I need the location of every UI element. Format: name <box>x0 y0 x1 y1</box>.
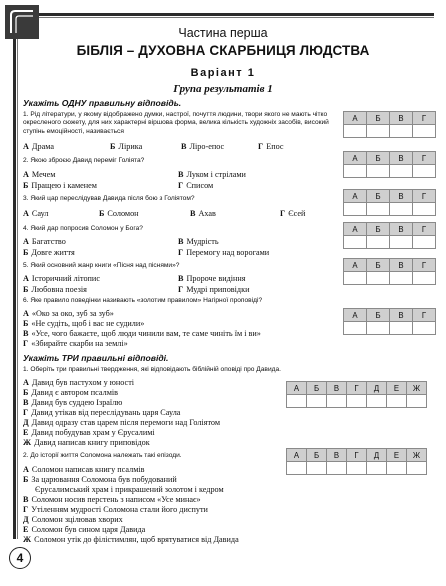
option: Е Давид побудував храм у Єрусалимі <box>23 428 155 437</box>
option: Б Пращею і каменем <box>23 181 97 190</box>
option: Г Епос <box>258 142 284 151</box>
option: А Драма <box>23 142 54 151</box>
answer-cell[interactable] <box>367 462 387 475</box>
answer-cell[interactable] <box>407 462 427 475</box>
option: Ж Соломон утік до філістимлян, щоб врятуватися від Давида <box>23 535 239 544</box>
answer-letter: Г <box>413 223 436 236</box>
answer-grid <box>343 258 436 285</box>
part-heading: Частина перша <box>178 26 268 40</box>
option: В Ліро-епос <box>181 142 225 151</box>
answer-cell[interactable] <box>413 236 436 249</box>
answer-letter: Г <box>413 259 436 272</box>
question-text: 6. Яке правило поведінки називають «золотим правилом» Нагірної проповіді? <box>23 297 263 304</box>
answer-cell[interactable] <box>287 462 307 475</box>
option: Е Соломон був сином царя Давида <box>23 525 146 534</box>
answer-letter: В <box>390 190 413 203</box>
option: А Історичний літопис <box>23 274 100 283</box>
answer-cell[interactable] <box>413 322 436 335</box>
question-text: 5. Який основний жанр книги «Пісня над піснями»? <box>23 262 180 269</box>
answer-letter: В <box>327 382 347 395</box>
answer-letter: А <box>344 152 367 165</box>
question-text: 2. До історії життя Соломона належать такі епізоди. <box>23 452 182 459</box>
answer-letter: Б <box>367 309 390 322</box>
option: А Мечем <box>23 170 56 179</box>
option: Б «Не судіть, щоб і вас не судили» <box>23 319 145 328</box>
answer-letter: В <box>390 309 413 322</box>
answer-cell[interactable] <box>367 125 390 138</box>
answer-letter: А <box>344 223 367 236</box>
section-instruction: Укажіть ТРИ правильні відповіді. <box>23 353 169 363</box>
answer-letter: А <box>344 190 367 203</box>
answer-cell[interactable] <box>327 462 347 475</box>
answer-letter: Б <box>367 112 390 125</box>
section-instruction: Укажіть ОДНУ правильну відповідь. <box>23 98 182 108</box>
answer-cell[interactable] <box>413 203 436 216</box>
answer-cell[interactable] <box>344 125 367 138</box>
answer-cell[interactable] <box>344 236 367 249</box>
answer-cell[interactable] <box>287 395 307 408</box>
answer-cell[interactable] <box>390 272 413 285</box>
answer-cell[interactable] <box>344 322 367 335</box>
answer-cell[interactable] <box>367 203 390 216</box>
answer-letter: А <box>344 309 367 322</box>
answer-cell[interactable] <box>407 395 427 408</box>
answer-letter: Г <box>413 190 436 203</box>
answer-cell[interactable] <box>413 272 436 285</box>
option: Б Довге життя <box>23 248 75 257</box>
answer-letter: Г <box>413 309 436 322</box>
answer-cell[interactable] <box>327 395 347 408</box>
answer-cell[interactable] <box>344 272 367 285</box>
question-text: 2. Якою зброєю Давид переміг Голіята? <box>23 157 145 164</box>
page-number: 4 <box>9 547 31 569</box>
answer-letter: Г <box>413 112 436 125</box>
option: В Пророче видіння <box>178 274 246 283</box>
option: Б Лірика <box>110 142 143 151</box>
left-border-thin <box>17 39 18 539</box>
answer-letter: Е <box>387 382 407 395</box>
answer-grid <box>343 189 436 216</box>
answer-letter: Б <box>367 259 390 272</box>
answer-grid <box>343 151 436 178</box>
answer-letter: В <box>390 223 413 236</box>
option: А Соломон написав книгу псалмів <box>23 465 145 474</box>
answer-letter: Д <box>367 382 387 395</box>
answer-cell[interactable] <box>390 203 413 216</box>
question-text: 3. Який цар переслідував Давида після бою з Голіятом? <box>23 195 195 202</box>
question-text: 1. Оберіть три правильні твердження, які відповідають біблійній оповіді про Давида. <box>23 366 281 373</box>
answer-letter: Г <box>413 152 436 165</box>
answer-letter: Г <box>347 449 367 462</box>
option: В Ахав <box>190 209 216 218</box>
question-text: 1. Рід літератури, у якому відображено думки, настрої, почуття людини, твори якого не мають чітко окресленого сюжету, для них характерні віршова форма, велика кількість художніх засобів, високий ступінь емоційності, називається <box>23 111 329 135</box>
option: Г Давид утікав від переслідувань царя Саула <box>23 408 181 417</box>
answer-cell[interactable] <box>413 125 436 138</box>
answer-letter: Б <box>367 152 390 165</box>
answer-letter: В <box>327 449 347 462</box>
answer-grid <box>343 222 436 249</box>
answer-letter: В <box>390 259 413 272</box>
option: В Давид був суддею Ізраїлю <box>23 398 123 407</box>
answer-cell[interactable] <box>387 395 407 408</box>
answer-letter: А <box>287 382 307 395</box>
option: Ж Давид написав книгу приповідок <box>23 438 150 447</box>
option: В Луком і стрілами <box>178 170 246 179</box>
answer-letter: Б <box>367 190 390 203</box>
answer-cell[interactable] <box>367 165 390 178</box>
answer-cell[interactable] <box>347 395 367 408</box>
variant-heading: Варіант 1 <box>190 67 256 79</box>
answer-letter: Е <box>387 449 407 462</box>
option: Г Перемогу над ворогами <box>178 248 270 257</box>
option: А Саул <box>23 209 49 218</box>
option: Б Соломон <box>99 209 139 218</box>
answer-grid <box>343 308 436 335</box>
answer-cell[interactable] <box>387 462 407 475</box>
answer-cell[interactable] <box>390 322 413 335</box>
top-border <box>39 13 434 16</box>
option: В Соломон носив перстень з написом «Усе минає» <box>23 495 201 504</box>
answer-letter: В <box>390 152 413 165</box>
answer-cell[interactable] <box>413 165 436 178</box>
answer-letter: Ж <box>407 449 427 462</box>
answer-cell[interactable] <box>367 272 390 285</box>
answer-letter: Г <box>347 382 367 395</box>
answer-letter: Д <box>367 449 387 462</box>
option: Б Давид є автором псалмів <box>23 388 119 397</box>
answer-cell[interactable] <box>390 236 413 249</box>
answer-cell[interactable] <box>367 236 390 249</box>
answer-cell[interactable] <box>390 165 413 178</box>
option: Єрусалимський храм і прикрашений золотом і кедром <box>35 485 224 494</box>
answer-cell[interactable] <box>367 322 390 335</box>
answer-grid <box>343 111 436 138</box>
option: Б Любовна поезія <box>23 285 87 294</box>
answer-letter: В <box>390 112 413 125</box>
option: Г Мудрі приповідки <box>178 285 250 294</box>
answer-letter: Б <box>367 223 390 236</box>
answer-cell[interactable] <box>307 395 327 408</box>
answer-cell[interactable] <box>344 203 367 216</box>
option: Г Списом <box>178 181 214 190</box>
answer-cell[interactable] <box>390 125 413 138</box>
answer-letter: Б <box>307 382 327 395</box>
answer-letter: Ж <box>407 382 427 395</box>
option: Г «Збирайте скарби на землі» <box>23 339 128 348</box>
option: Б За царювання Соломона був побудований <box>23 475 177 484</box>
answer-grid <box>286 448 427 475</box>
option: В «Усе, чого бажаєте, щоб люди чинили вам, те саме чиніть їм і ви» <box>23 329 261 338</box>
option: В Мудрість <box>178 237 219 246</box>
answer-cell[interactable] <box>344 165 367 178</box>
option: А Багатство <box>23 237 66 246</box>
answer-letter: Б <box>307 449 327 462</box>
option: А Давид був пастухом у юності <box>23 378 135 387</box>
option: Г Утіленням мудрості Соломона стали його диспути <box>23 505 208 514</box>
answer-cell[interactable] <box>347 462 367 475</box>
option: Д Соломон зцілював хворих <box>23 515 123 524</box>
question-text: 4. Який дар попросив Соломон у Бога? <box>23 225 143 232</box>
answer-cell[interactable] <box>307 462 327 475</box>
top-border-thin <box>39 17 434 18</box>
option: Д Давид одразу став царем після перемоги над Голіятом <box>23 418 221 427</box>
answer-cell[interactable] <box>367 395 387 408</box>
answer-grid <box>286 381 427 408</box>
answer-letter: А <box>287 449 307 462</box>
group-heading: Група результатів 1 <box>173 83 273 95</box>
option: Г Єсей <box>280 209 306 218</box>
left-border <box>13 39 16 539</box>
option: А «Око за око, зуб за зуб» <box>23 309 114 318</box>
answer-letter: А <box>344 259 367 272</box>
page-title: БІБЛІЯ – ДУХОВНА СКАРБНИЦЯ ЛЮДСТВА <box>76 43 370 58</box>
answer-letter: А <box>344 112 367 125</box>
